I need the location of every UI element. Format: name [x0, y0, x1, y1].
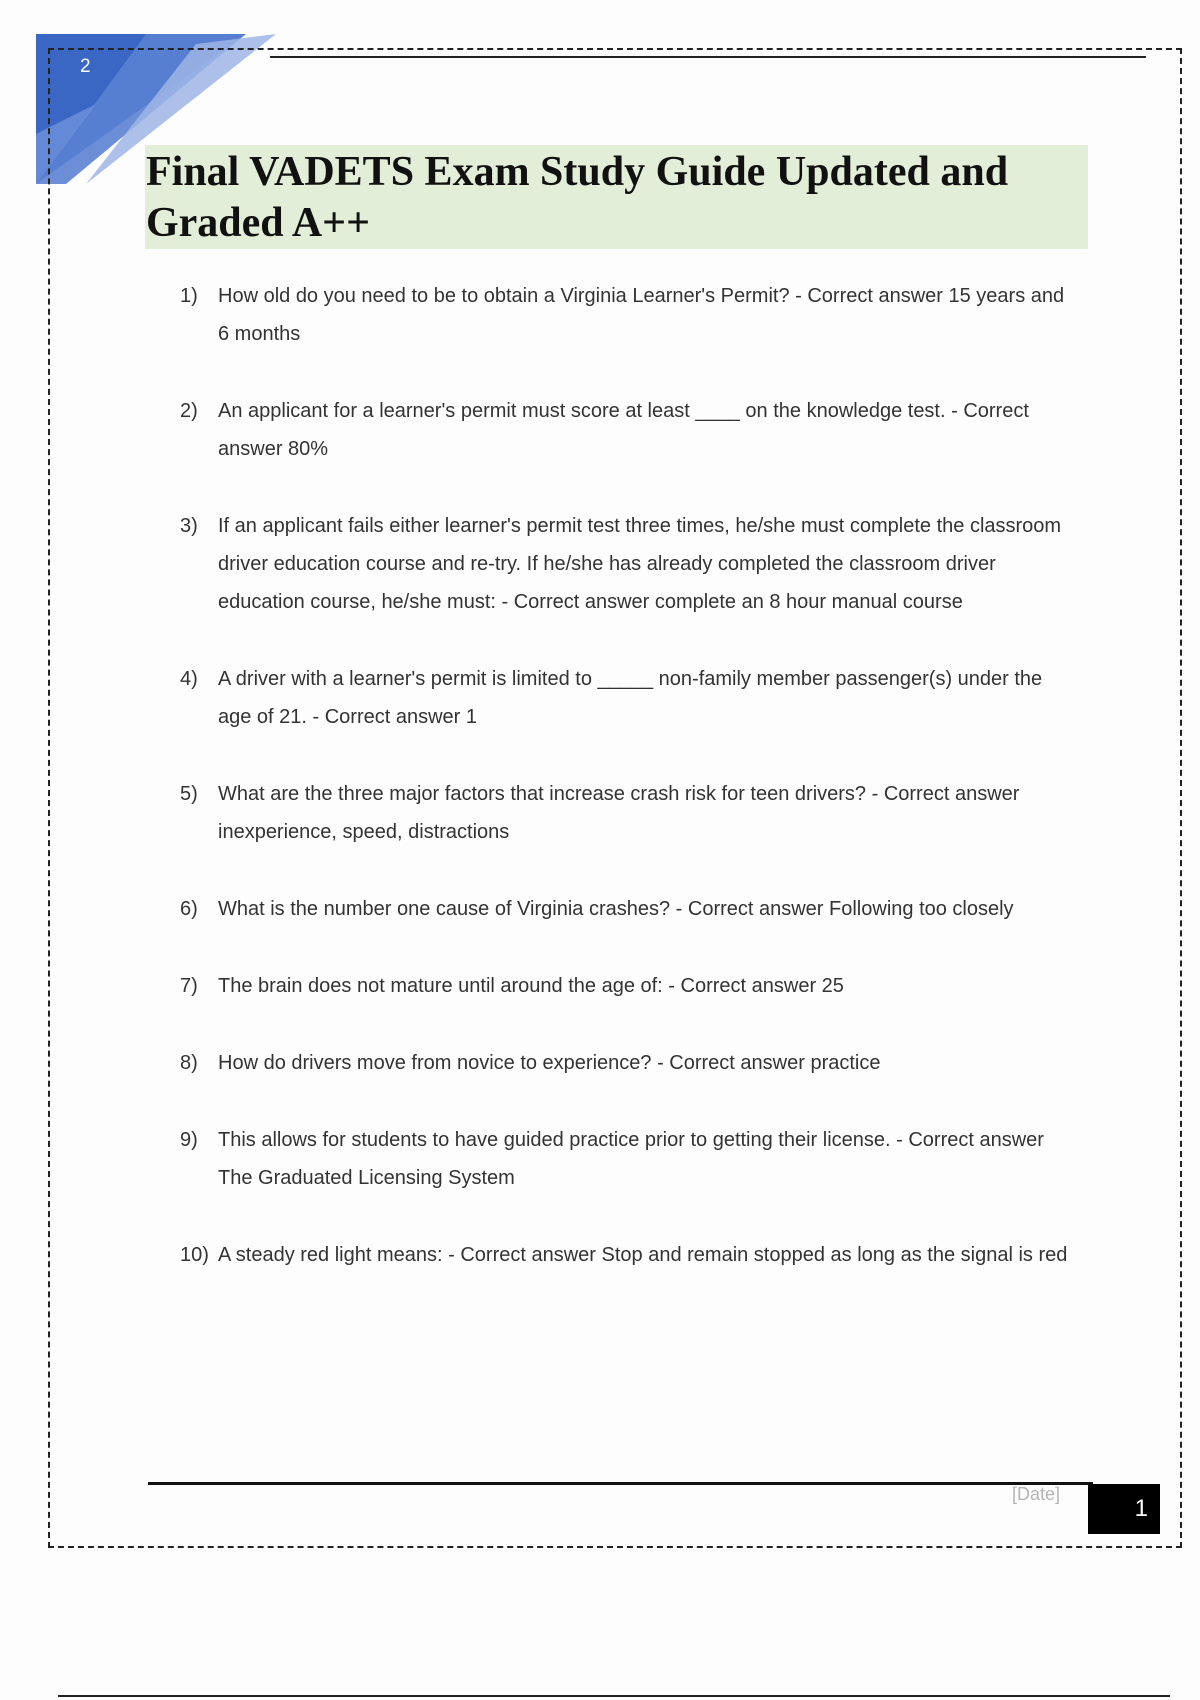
list-item [180, 507, 1080, 621]
question-number: 8) [180, 1052, 198, 1074]
question-number: 9) [180, 1129, 198, 1151]
footer-rule [148, 1482, 1093, 1485]
list-item [180, 1121, 1080, 1197]
question-text: A driver with a learner's permit is limited to _____ non-family member passenger(s) under the age of 21. - Correct answer 1 [218, 668, 1043, 728]
list-item [180, 967, 1080, 1005]
list-item [180, 1236, 1080, 1274]
question-text: The brain does not mature until around the age of: - Correct answer 25 [218, 975, 844, 997]
next-page-rule [58, 1695, 1170, 1697]
question-text: A steady red light means: - Correct answer Stop and remain stopped as long as the signal is red [218, 1244, 1068, 1266]
list-item [180, 277, 1080, 353]
list-item [180, 660, 1080, 736]
question-text: An applicant for a learner's permit must score at least ____ on the knowledge test. - Correct answer 80% [218, 400, 1029, 460]
question-number: 5) [180, 783, 198, 805]
document-title: Final VADETS Exam Study Guide Updated and Graded A++ [146, 149, 1009, 246]
corner-page-number: 2 [80, 56, 91, 77]
question-list [180, 277, 1080, 1274]
question-text: If an applicant fails either learner's permit test three times, he/she must complete the classroom driver education course and re-try. If he/she has already completed the classroom driver education course, he/she must: - Correct answer complete an 8 hour manual course [218, 515, 1062, 613]
question-number: 4) [180, 668, 198, 690]
question-text: How do drivers move from novice to experience? - Correct answer practice [218, 1052, 881, 1074]
question-number: 7) [180, 975, 198, 997]
question-number: 6) [180, 898, 198, 920]
question-text: What are the three major factors that increase crash risk for teen drivers? - Correct answer inexperience, speed, distractions [218, 783, 1020, 843]
header-rule [270, 56, 1146, 58]
title-highlight [145, 145, 1088, 249]
question-text: What is the number one cause of Virginia crashes? - Correct answer Following too closely [218, 898, 1014, 920]
footer-date: [Date] [1012, 1484, 1061, 1504]
question-number: 1) [180, 285, 198, 307]
list-item [180, 890, 1080, 928]
question-number: 3) [180, 515, 198, 537]
list-item [180, 1044, 1080, 1082]
question-text: This allows for students to have guided practice prior to getting their license. - Correct answer The Graduated Licensing System [218, 1129, 1044, 1189]
footer-page-number: 1 [1088, 1484, 1160, 1534]
list-item [180, 392, 1080, 468]
list-item [180, 775, 1080, 851]
question-number: 2) [180, 400, 198, 422]
question-text: How old do you need to be to obtain a Virginia Learner's Permit? - Correct answer 15 years and 6 months [218, 285, 1065, 345]
question-number: 10) [180, 1244, 209, 1266]
